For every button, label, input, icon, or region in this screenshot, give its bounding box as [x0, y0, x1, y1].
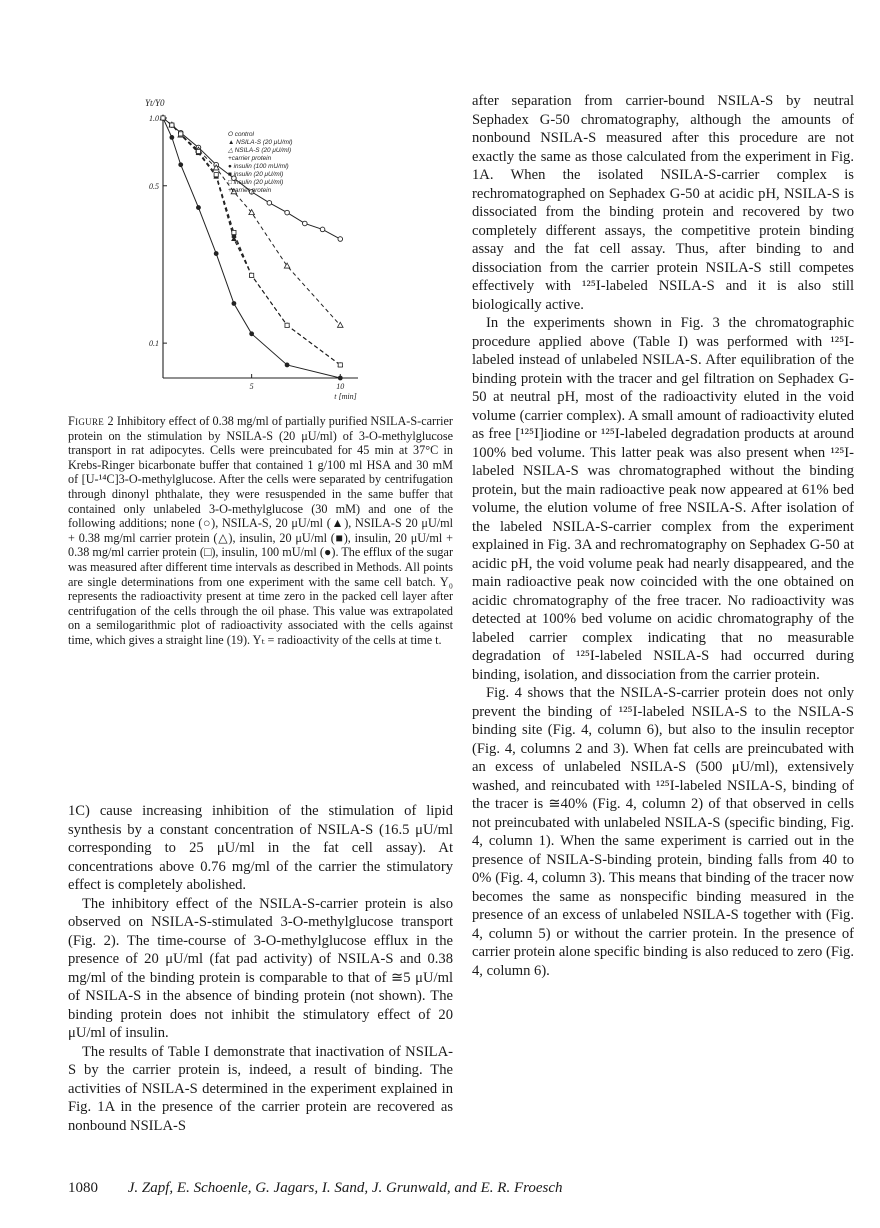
paragraph: Fig. 4 shows that the NSILA-S-carrier protein does not only prevent the binding of ¹²⁵I-labeled NSILA-S to the NSILA-S binding site (Fig. 4, column 6), but also to the insulin receptor (Fig. 4, columns 2 and 3). When fat cells are preincubated with an excess of unlabeled NSILA-S (500 μU/ml), extensively washed, and reincubated with ¹²⁵I-labeled NSILA-S, binding of the tracer is ≅40% (Fig. 4, column 2) of that observed in cells not preincubated with unlabeled NSILA-S (specific binding, Fig. 4, column 1). When the same experiment is carried out in the presence of NSILA-S-binding protein, binding falls from 40 to 0% (Fig. 4, column 3). This means that binding of the tracer now becomes the same as nonspecific binding measured in the presence of an excess of unlabeled NSILA-S together with (Fig. 4, column 5) or without the carrier protein. In the presence of carrier protein alone specific binding is also reduced to zero (Fig. 4, column 6). [472, 685, 854, 979]
data-point [196, 149, 200, 153]
legend-entry: +carrier protein [228, 155, 272, 162]
x-tick-label: 10 [336, 382, 345, 391]
caption-text: Inhibitory effect of 0.38 mg/ml of partially purified NSILA-S-carrier protein on the stimulation by NSILA-S (20 μU/ml) of 3-O-methylglucose transport in rat adipocytes. Cells were preincubated for 45 min at 37°C in Krebs-Ringer bicarbonate buffer that contained 1 g/100 ml HSA and 30 mM of [U-¹⁴C]3-O-methylglucose. After the cells were separated by centrifugation through dinonyl phthalate, they were resuspended in the same buffer that contained only unlabeled 3-O-methylglucose (30 mM) and one of the following additions; none (○), NSILA-S, 20 μU/ml (▲), NSILA-S 20 μU/ml + 0.38 mg/ml carrier protein (△), insulin, 20 μU/ml (■), insulin, 20 μU/ml + 0.38 mg/ml carrier protein (□), insulin, 100 mU/ml (●). The efflux of the sugar was measured after different time intervals as described in Methods. All points are single determinations from one experiment with the same cell batch. Y₀ represents the radioactivity present at time zero in the packed cell layer after centrifugation of the cells through the oil phase. This value was extrapolated on a semilogarithmic plot of radioactivity associated with the cells against time, which gives a straight line (19). Yₜ = radioactivity of the cells at time t. [68, 414, 453, 647]
data-point [338, 363, 342, 367]
figure-2-chart [118, 88, 368, 408]
legend-entry: O control [228, 131, 254, 138]
y-tick-label: 0.5 [149, 181, 159, 191]
data-point [161, 116, 165, 120]
x-axis-label: t [min] [334, 392, 357, 401]
y-tick-label: 1.0 [149, 114, 159, 123]
paragraph: The inhibitory effect of the NSILA-S-carrier protein is also observed on NSILA-S-stimulated 3-O-methylglucose transport (Fig. 2). The time-course of 3-O-methylglucose efflux in the presence of 20 μU/ml (fat pad activity) of NSILA-S and 0.38 mg/ml of the binding protein is comparable to that of ≅5 μU/ml of NSILA-S in the absence of binding protein (not shown). The binding protein does not inhibit the stimulatory effect of 20 μU/ml of insulin. [68, 895, 453, 1041]
figure-caption [68, 414, 453, 648]
data-point [214, 251, 219, 256]
data-point [285, 323, 289, 327]
data-point [285, 210, 290, 215]
data-point [303, 221, 308, 226]
data-point [285, 363, 290, 368]
x-tick-label: 5 [249, 382, 254, 391]
paragraph: after separation from carrier-bound NSILA-S by neutral Sephadex G-50 chromatography, although the amounts of nonbound NSILA-S measured after this procedure are not exactly the same as those calculated from the experiment in Fig. 1A. When the isolated NSILA-S-carrier complex is rechromatographed on Sephadex G-50 at acidic pH, NSILA-S is dissociated from the binding protein and recovered by two completely different assays, the competitive protein binding assay and the fat cell assay. Thus, after binding to and dissociation from the carrier protein NSILA-S still competes effectively with ¹²⁵I-labeled NSILA-S and it is also still biologically active. [472, 93, 854, 313]
data-point [169, 135, 174, 140]
data-point [338, 376, 343, 381]
data-point [338, 237, 343, 242]
data-point [170, 123, 174, 127]
y-axis-label: Yt/Y0 [145, 98, 165, 108]
caption-label: Figure 2 [68, 414, 114, 428]
paragraph: The results of Table I demonstrate that inactivation of NSILA-S by the carrier protein is, indeed, a result of binding. The activities of NSILA-S determined in the experiment explained in Fig. 1A in the presence of the carrier protein are recovered as nonbound NSILA-S [68, 1043, 453, 1134]
data-point [337, 322, 343, 327]
data-point [178, 162, 183, 167]
legend-entry: ● insulin (100 mU/ml) [228, 163, 289, 170]
y-tick-label: 0.1 [149, 339, 159, 349]
right-column [472, 92, 854, 980]
chart-svg [118, 88, 368, 408]
data-point [320, 227, 325, 232]
paragraph: In the experiments shown in Fig. 3 the chromatographic procedure applied above (Table I) was performed with ¹²⁵I-labeled instead of unlabeled NSILA-S. After equilibration of the binding protein with the tracer and gel filtration on Sephadex G-50 at neutral pH, most of the radioactivity eluted in the void volume (carrier complex). A small amount of radioactivity eluted as free [¹²⁵I]iodine or ¹²⁵I-labeled degradation products at around 100% bed volume. This latter peak was also present when ¹²⁵I-labeled NSILA-S was chromatographed without the binding protein, but the main radioactive peak now appeared at 61% bed volume, the elution volume of free NSILA-S. After isolation of the labeled NSILA-S-carrier complex from the experiment explained in Fig. 3A and rechromatography on Sephadex G-50 at acidic pH, the void volume peak had nearly disappeared, and the main radioactive peak now coincided with the one obtained on acidic chromatography of the free tracer. No radioactivity was detected at 100% bed volume on acidic chromatography of the labeled carrier complex indicating that no measurable degradation of ¹²⁵I-labeled NSILA-S had occurred during binding, isolation, and dissociation from the carrier protein. [472, 315, 854, 683]
page-footer [68, 1180, 868, 1197]
left-column [68, 802, 453, 1135]
legend-entry: +carrier protein [228, 187, 272, 194]
data-point [232, 301, 237, 306]
legend-entry: ▲ NSILA-S (20 μU/ml) [228, 139, 293, 146]
paragraph: 1C) cause increasing inhibition of the stimulation of lipid synthesis by a constant concentration of NSILA-S (16.5 μU/ml corresponding to 25 μU/ml in the fat cell assay). At concentrations above 0.76 mg/ml of the carrier the stimulatory effect is completely abolished. [68, 803, 453, 893]
data-point [250, 273, 254, 277]
legend-entry: △ NSILA-S (20 μU/ml) [228, 147, 292, 154]
data-point [267, 201, 272, 206]
data-point [249, 331, 254, 336]
page-number: 1080 [68, 1180, 98, 1196]
data-point [196, 205, 201, 210]
legend-entry: □ insulin (20 μU/ml) [228, 179, 284, 186]
data-point [214, 173, 218, 177]
data-point [232, 230, 236, 234]
legend-entry: ■ insulin (20 μU/ml) [228, 171, 284, 178]
author-line: J. Zapf, E. Schoenle, G. Jagars, I. Sand, J. Grunwald, and E. R. Froesch [127, 1180, 563, 1196]
data-point [179, 132, 183, 136]
